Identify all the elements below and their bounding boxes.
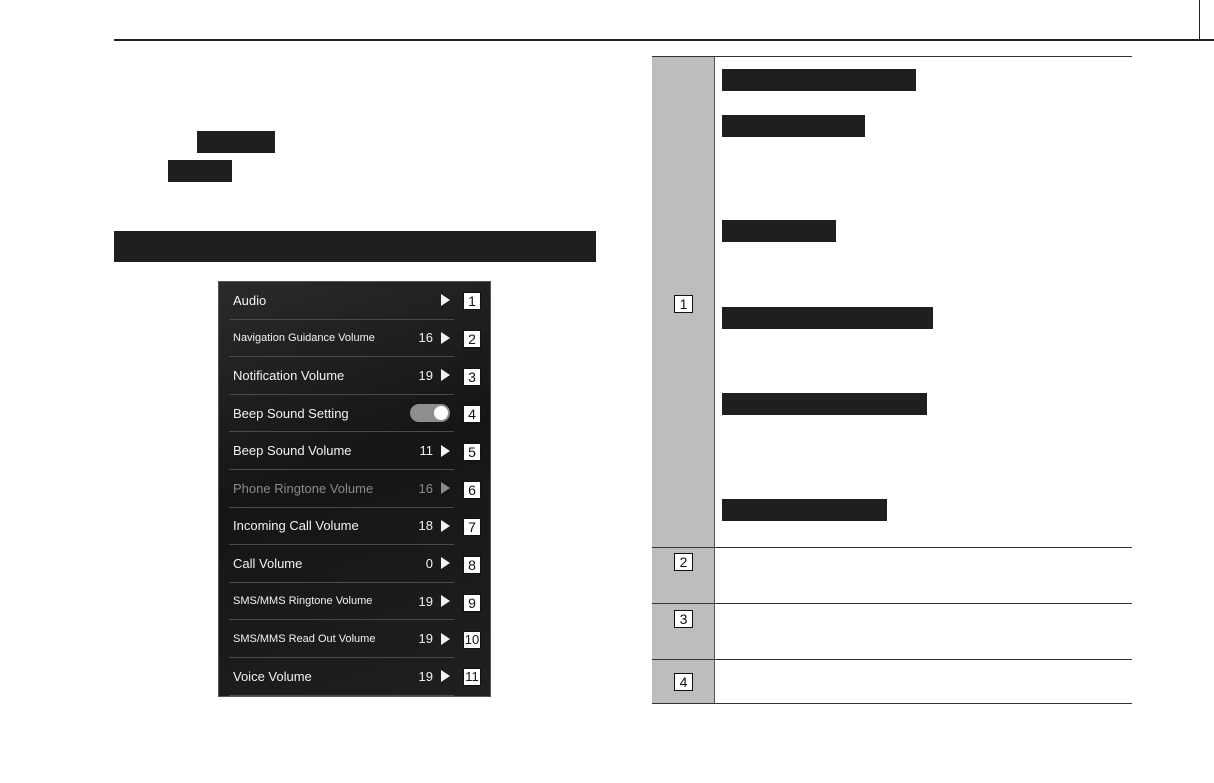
arrow-right-icon: [441, 294, 450, 306]
row-label: Voice Volume: [233, 668, 312, 684]
settings-row-call-volume[interactable]: [229, 545, 454, 583]
beep-sound-toggle[interactable]: [410, 404, 450, 422]
row-value: 18: [418, 518, 433, 534]
callout-number: 3: [463, 368, 481, 386]
redacted-text: [722, 69, 916, 91]
arrow-right-icon: [441, 332, 450, 344]
margin-rule: [1199, 0, 1200, 40]
settings-row-incoming-call-volume[interactable]: [229, 508, 454, 546]
table-row-number: 2: [674, 553, 693, 571]
arrow-right-icon: [441, 633, 450, 645]
row-value: 19: [418, 668, 433, 684]
redacted-text: [722, 115, 865, 137]
callout-number: 5: [463, 443, 481, 461]
redacted-text: [722, 499, 887, 521]
redacted-text: [722, 307, 933, 329]
callout-number: 1: [463, 292, 481, 310]
settings-row-phone-ringtone-volume: [229, 470, 454, 508]
section-heading-redacted: [114, 231, 596, 262]
table-rule: [652, 659, 1132, 660]
row-label: Call Volume: [233, 555, 303, 571]
table-rule: [652, 56, 1132, 57]
row-label: SMS/MMS Ringtone Volume: [233, 595, 373, 608]
callout-number: 7: [463, 518, 481, 536]
arrow-right-icon: [441, 482, 450, 494]
toggle-knob: [434, 406, 448, 420]
settings-row-beep-sound-setting[interactable]: [229, 395, 454, 433]
callout-number: 8: [463, 556, 481, 574]
row-label: Beep Sound Volume: [233, 443, 352, 459]
table-number-column: [652, 56, 714, 704]
row-label: Phone Ringtone Volume: [233, 480, 374, 496]
settings-row-navigation-guidance-volume[interactable]: [229, 320, 454, 358]
table-column-divider: [714, 56, 715, 704]
sound-settings-screen: [218, 281, 491, 697]
settings-row-notification-volume[interactable]: [229, 357, 454, 395]
row-label: Audio: [233, 292, 267, 308]
settings-row-sms-mms-read-out-volume[interactable]: [229, 620, 454, 658]
settings-row-audio[interactable]: [229, 282, 454, 320]
header-rule: [114, 39, 1214, 41]
table-rule: [652, 547, 1132, 548]
table-row-number: 3: [674, 610, 693, 628]
row-label: Navigation Guidance Volume: [233, 331, 375, 344]
arrow-right-icon: [441, 445, 450, 457]
row-value: 19: [418, 593, 433, 609]
arrow-right-icon: [441, 670, 450, 682]
arrow-right-icon: [441, 557, 450, 569]
row-value: 16: [418, 480, 433, 496]
row-label: Beep Sound Setting: [233, 405, 349, 421]
row-value: 19: [418, 631, 433, 647]
callout-number: 9: [463, 594, 481, 612]
table-row-number: 4: [674, 673, 693, 691]
table-rule: [652, 703, 1132, 704]
arrow-right-icon: [441, 369, 450, 381]
redacted-text: [722, 393, 927, 415]
settings-row-beep-sound-volume[interactable]: [229, 432, 454, 470]
row-label: SMS/MMS Read Out Volume: [233, 632, 376, 645]
callout-number: 4: [463, 405, 481, 423]
redacted-text: [722, 220, 836, 242]
table-row-number: 1: [674, 295, 693, 313]
row-value: 16: [418, 330, 433, 346]
callout-number: 2: [463, 330, 481, 348]
row-value: 19: [418, 367, 433, 383]
settings-row-sms-mms-ringtone-volume[interactable]: [229, 583, 454, 621]
callout-number: 10: [464, 632, 480, 647]
row-label: Incoming Call Volume: [233, 518, 359, 534]
row-label: Notification Volume: [233, 367, 345, 383]
row-value: 11: [419, 443, 433, 459]
arrow-right-icon: [441, 595, 450, 607]
redacted-text: [168, 160, 232, 182]
table-rule: [652, 603, 1132, 604]
settings-row-voice-volume[interactable]: [229, 658, 454, 696]
callout-number: 6: [463, 481, 481, 499]
redacted-text: [197, 131, 275, 153]
arrow-right-icon: [441, 520, 450, 532]
description-table: [652, 56, 1132, 704]
row-value: 0: [425, 555, 433, 571]
callout-number: 11: [463, 668, 481, 686]
